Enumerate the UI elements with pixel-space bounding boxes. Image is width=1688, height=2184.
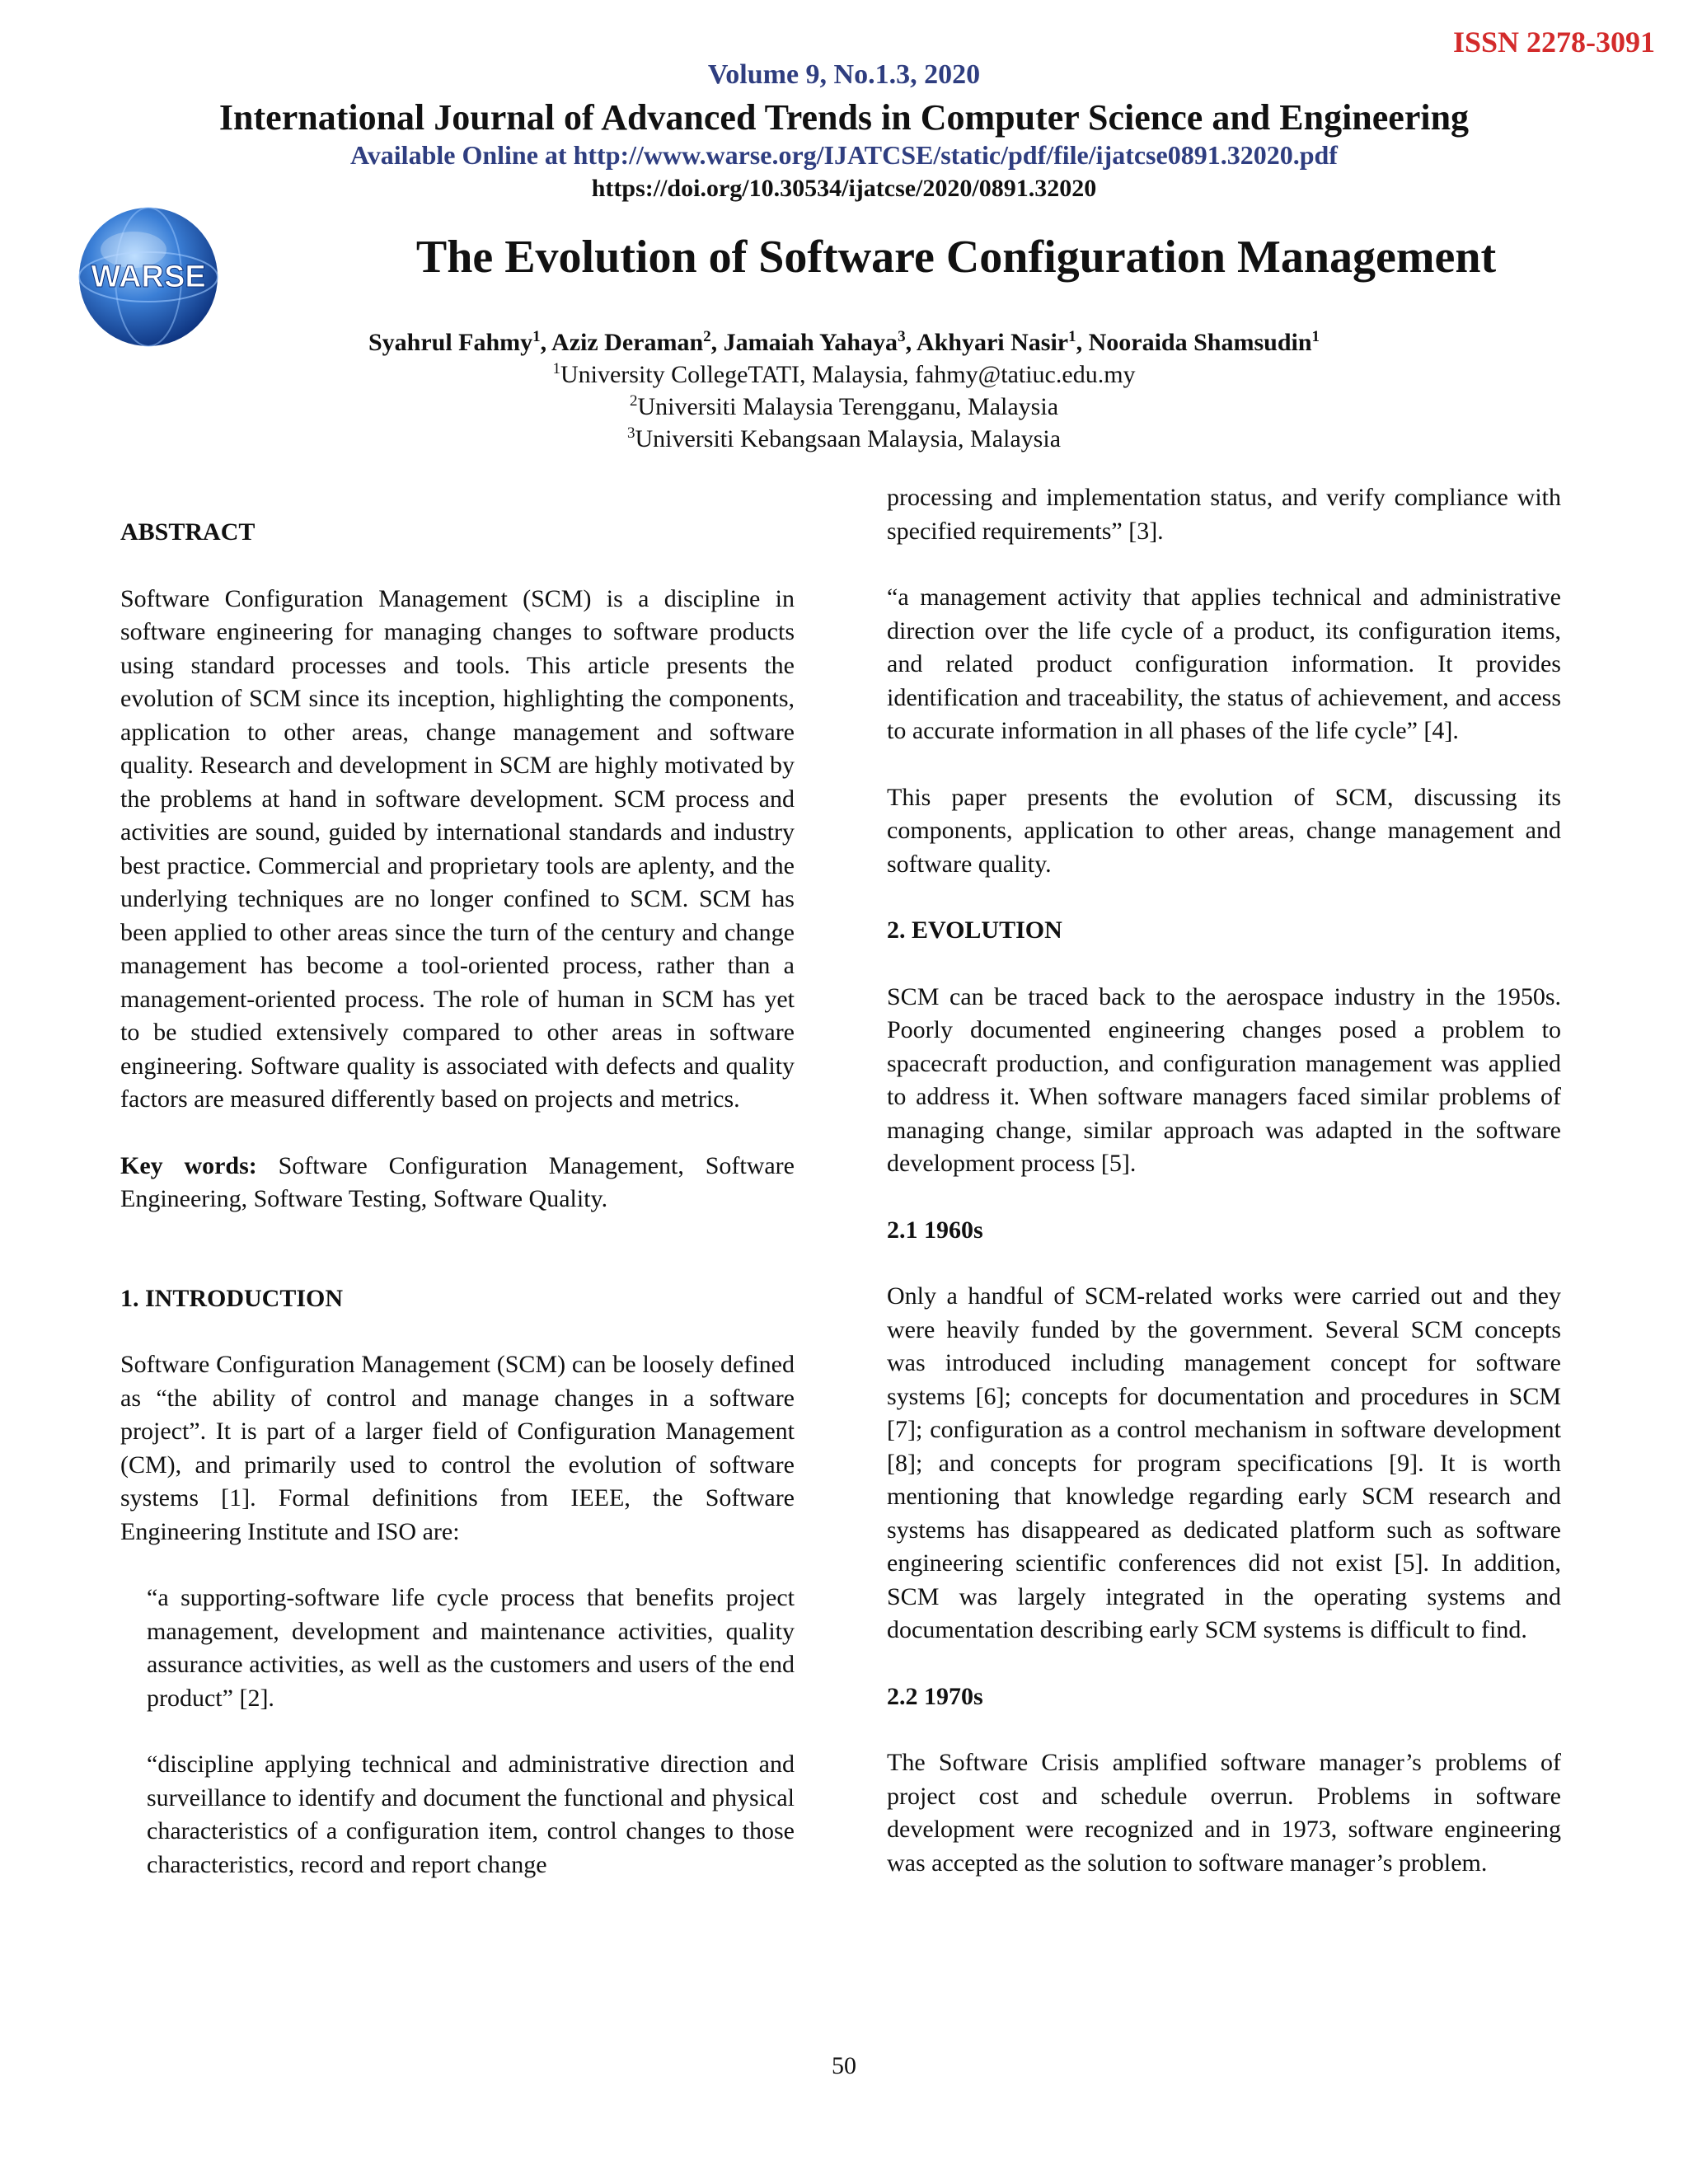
abstract-heading: ABSTRACT xyxy=(120,518,256,546)
section-1970s-paragraph: The Software Crisis amplified software manager’s problems of project cost and schedule overrun. Problems in software development were recognized and in 1973, software engineering was accepted as the solution to software manager’s problem. xyxy=(887,1749,1561,1877)
doi-link[interactable]: https://doi.org/10.30534/ijatcse/2020/0891.32020 xyxy=(591,175,1097,202)
affiliation-2: $^2$Universiti Malaysia Terengganu, Malaysia xyxy=(629,392,1059,420)
author-sup: 1 xyxy=(1068,328,1076,345)
author-name: Jamaiah Yahaya xyxy=(723,329,898,356)
author-name: Nooraida Shamsudin xyxy=(1088,329,1312,356)
affiliation-3: $^3$Universiti Kebangsaan Malaysia, Malaysia xyxy=(626,424,1062,452)
introduction-heading: 1. INTRODUCTION xyxy=(120,1284,344,1312)
abstract-text: Software Configuration Management (SCM) is a discipline in software engineering for managing changes to software products using standard processes and tools. This article presents the evolution of SCM since its inception, highlighting the components, application to other areas, change management and software quality. Research and development in SCM are highly motivated by the problems at hand in software development. SCM process and activities are sound, guided by international standards and industry best practice. Commercial and proprietary tools are aplenty, and the underlying techniques are no longer confined to SCM. SCM has been applied to other areas since the turn of the century and change management has become a tool-oriented process, rather than a management-oriented process. The role of human in SCM has yet to be studied extensively compared to other areas in software engineering. Software quality is associated with defects and quality factors are measured differently based on projects and metrics. xyxy=(120,584,795,1113)
quote-iso: “a management activity that applies technical and administrative direction over the life cycle of a product, its configuration items, and related product configuration information. It provides identification and traceability, the status of achievement, and access to accurate information in all phases of the life cycle” [4]. xyxy=(887,583,1561,744)
issn-label: ISSN 2278-3091 xyxy=(1452,26,1655,59)
evolution-paragraph: SCM can be traced back to the aerospace industry in the 1950s. Poorly documented engineering changes posed a problem to spacecraft production, and configuration management was applied to address it. When software managers faced similar problems of managing change, similar approach was adapted in the software development process [5]. xyxy=(887,982,1561,1177)
keywords-text: Software Configuration Management, Software Engineering, Software Testing, Software Quality. xyxy=(120,1151,795,1212)
author-name: Syahrul Fahmy xyxy=(368,329,533,356)
quote-sei-continued: processing and implementation status, and verify compliance with specified requirements” [3]. xyxy=(887,484,1561,545)
available-online-link[interactable]: Available Online at http://www.warse.org/IJATCSE/static/pdf/file/ijatcse0891.32020.pdf xyxy=(350,140,1338,170)
keywords-label: Key words: xyxy=(120,1151,257,1179)
quote-sei: “discipline applying technical and administrative direction and surveillance to identify and document the functional and physical characteristics of a configuration item, control changes to those characteristics, record and report change xyxy=(147,1750,795,1878)
left-column xyxy=(120,516,795,1915)
author-sup: 3 xyxy=(898,328,906,345)
paper-overview-paragraph: This paper presents the evolution of SCM, discussing its components, application to other areas, change management and software quality. xyxy=(887,783,1561,878)
page-number: 50 xyxy=(832,2052,856,2079)
author-sup: 2 xyxy=(703,328,711,345)
logo-text: WARSE xyxy=(91,260,206,294)
keywords xyxy=(120,1150,795,1216)
section-1970s-heading: 2.2 1970s xyxy=(887,1682,983,1710)
journal-title: International Journal of Advanced Trends in Computer Science and Engineering xyxy=(218,97,1470,138)
evolution-heading: 2. EVOLUTION xyxy=(887,916,1062,944)
author-name: Akhyari Nasir xyxy=(916,329,1069,356)
right-column xyxy=(887,481,1561,1913)
volume-line: Volume 9, No.1.3, 2020 xyxy=(707,59,981,90)
section-1960s-paragraph: Only a handful of SCM-related works were carried out and they were heavily funded by the government. Several SCM concepts was introduced including management concept for software systems [6]; concepts for documentation and procedures in SCM [7]; configuration as a control mechanism in software development [8]; and concepts for program specifications [9]. It is worth mentioning that knowledge regarding early SCM research and systems has disappeared as dedicated platform such as software engineering scientific conferences did not exist [5]. In addition, SCM was largely integrated in the operating systems and documentation describing early SCM systems is difficult to find. xyxy=(887,1282,1561,1643)
paper-title: The Evolution of Software Configuration Management xyxy=(415,232,1497,283)
author-sup: 1 xyxy=(1311,328,1320,345)
affiliation-1: $^1$University CollegeTATI, Malaysia, fahmy@tatiuc.edu.my xyxy=(552,360,1136,388)
author-sup: 1 xyxy=(532,328,541,345)
author-name: Aziz Deraman xyxy=(551,329,704,356)
quote-ieee: “a supporting-software life cycle process that benefits project management, development and maintenance activities, quality assurance activities, as well as the customers and users of the end product” [2]. xyxy=(147,1584,795,1712)
author-list: Syahrul Fahmy$^1$, Aziz Deraman$^2$, Jamaiah Yahaya$^3$, Akhyari Nasir$^1$, Nooraida Shamsudin$^1$ xyxy=(368,328,1320,356)
introduction-paragraph: Software Configuration Management (SCM) can be loosely defined as “the ability of control and manage changes in a software project”. It is part of a larger field of Configuration Management (CM), and primarily used to control the evolution of software systems [1]. Formal definitions from IEEE, the Software Engineering Institute and ISO are: xyxy=(120,1351,795,1545)
section-1960s-heading: 2.1 1960s xyxy=(887,1216,983,1244)
